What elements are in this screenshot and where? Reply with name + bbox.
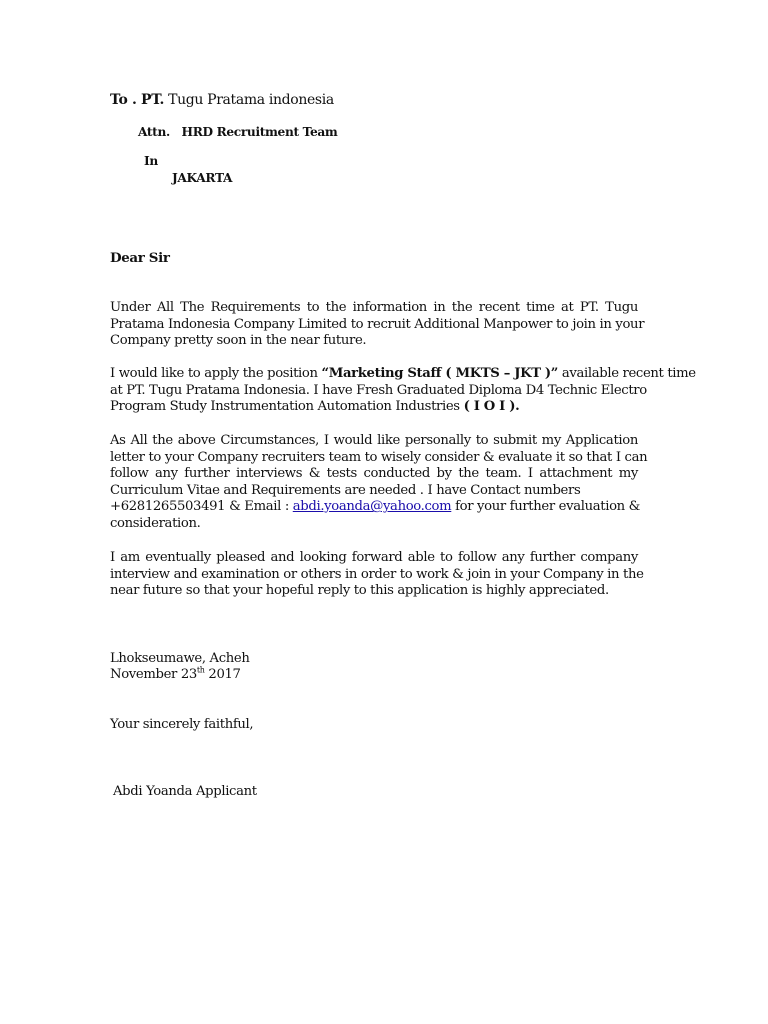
study-program: Program Study Instrumentation Automation Industries bbox=[110, 399, 464, 415]
salutation: Dear Sir bbox=[110, 250, 170, 266]
position-outro: available recent time bbox=[558, 366, 696, 381]
paragraph-4-line: I am eventually pleased and looking forward able to follow any further company bbox=[110, 550, 638, 565]
paragraph-2-line bbox=[110, 366, 696, 383]
paragraph-3-line: consideration. bbox=[110, 515, 201, 531]
recipient-city: JAKARTA bbox=[172, 171, 233, 185]
recipient-company: Tugu Pratama indonesia bbox=[168, 92, 334, 108]
attn-value: HRD Recruitment Team bbox=[181, 125, 338, 139]
signature: Abdi Yoanda Applicant bbox=[113, 784, 257, 799]
email-link[interactable]: abdi.yoanda@yahoo.com bbox=[292, 499, 452, 515]
paragraph-3-line: follow any further interviews & tests conducted by the team. I attachment my bbox=[110, 466, 638, 482]
paragraph-3-line: letter to your Company recruiters team to wisely consider & evaluate it so that I can bbox=[110, 449, 648, 465]
paragraph-3-line: Curriculum Vitae and Requirements are needed . I have Contact numbers bbox=[110, 482, 581, 498]
contact-line bbox=[110, 499, 641, 516]
letter-date bbox=[110, 667, 241, 684]
paragraph-1-line: Company pretty soon in the near future. bbox=[110, 333, 367, 349]
paragraph-3-line: As All the above Circumstances, I would like personally to submit my Application bbox=[110, 433, 638, 448]
paragraph-1-line: Pratama Indonesia Company Limited to recruit Additional Manpower to join in your bbox=[110, 316, 645, 332]
attn-label: Attn. bbox=[138, 125, 170, 139]
position-title: “Marketing Staff ( MKTS – JKT )” bbox=[321, 366, 559, 381]
date-year: 2017 bbox=[204, 667, 241, 682]
in-label: In bbox=[144, 154, 158, 168]
date-month-day: November 23 bbox=[110, 667, 197, 682]
paragraph-1-line: Under All The Requirements to the information in the recent time at PT. Tugu bbox=[110, 300, 638, 315]
closing: Your sincerely faithful, bbox=[110, 717, 254, 732]
paragraph-2-line: at PT. Tugu Pratama Indonesia. I have Fresh Graduated Diploma D4 Technic Electro bbox=[110, 382, 647, 398]
place: Lhokseumawe, Acheh bbox=[110, 651, 250, 666]
contact-line-end: for your further evaluation & bbox=[451, 499, 641, 515]
paragraph-2 bbox=[110, 366, 696, 416]
recipient-to-line bbox=[110, 92, 334, 109]
phone-number: +6281265503491 & Email : bbox=[110, 499, 293, 515]
paragraph-3 bbox=[110, 433, 648, 533]
paragraph-4-line: interview and examination or others in order to work & join in your Company in the bbox=[110, 566, 644, 582]
date-suffix: th bbox=[196, 665, 205, 675]
study-abbreviation: ( I O I ). bbox=[463, 399, 520, 415]
position-intro: I would like to apply the position bbox=[110, 366, 322, 381]
paragraph-4 bbox=[110, 550, 644, 600]
paragraph-2-line bbox=[110, 399, 638, 416]
paragraph-1 bbox=[110, 300, 645, 350]
to-label: To . PT. bbox=[110, 92, 164, 108]
attn-line bbox=[138, 124, 337, 141]
paragraph-4-line: near future so that your hopeful reply to this application is highly appreciated. bbox=[110, 583, 609, 599]
